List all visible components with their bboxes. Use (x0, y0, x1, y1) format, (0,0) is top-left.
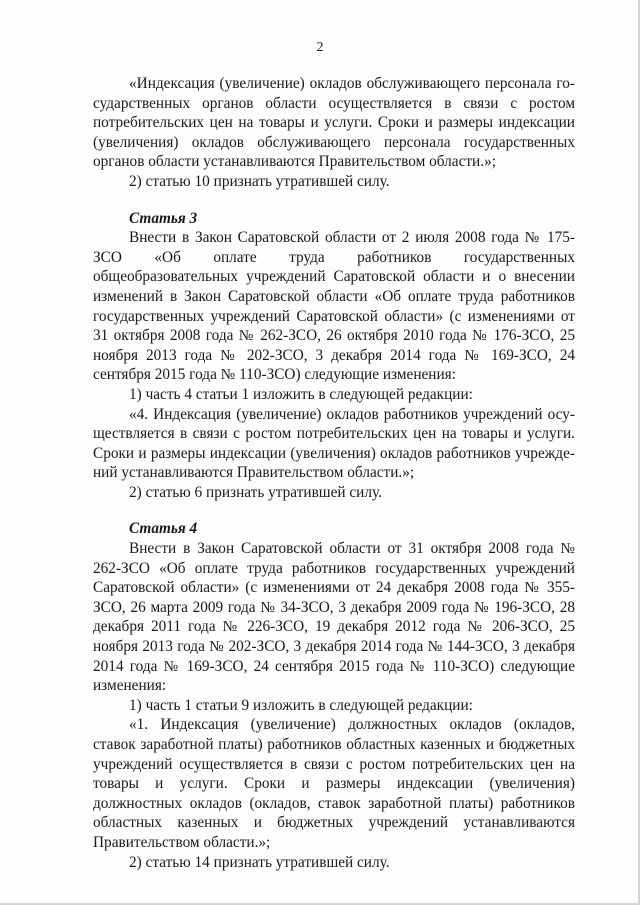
paragraph-gap (93, 192, 575, 209)
article-title: Статья 3 (129, 209, 198, 227)
paragraph: 1) часть 1 статьи 9 изложить в следующей редакции: (129, 696, 473, 714)
paragraph-gap (93, 502, 575, 519)
paragraph: 2) статью 6 признать утратившей силу. (129, 483, 382, 501)
article-title: Статья 4 (129, 520, 198, 538)
page-number: 2 (316, 40, 324, 55)
paragraph: 1) часть 4 статьи 1 изложить в следующей редакции: (129, 385, 473, 403)
paragraph: Внести в Закон Саратовской области от 31 октября 2008 года № 262-ЗСО «Об оплате труда работников государственных учреждений Саратовской области» (с изменениями от 24 декабря 2008 года № 355-ЗСО, 26 марта 2009 года № 34-ЗСО, 3 декабря 2009 года № 196-ЗСО, 28 декабря 2011 года № 226-ЗСО, 19 декабря 2012 года № 206-ЗСО, 25 ноября 2013 года № 202-ЗСО, 3 декабря 2014 года № 144-ЗСО, 3 декабря 2014 года № 169-ЗСО, 24 сентября 2015 года № 110-ЗСО) следующие изменения: (93, 540, 575, 695)
paragraph: «1. Индексация (увеличение) должностных окладов (окладов, ставок заработной платы) работников областных казенных и бюджетных учреждений осуществляется в связи с ростом потребительских цен на товары и услуги. Сроки и размеры индексации (увеличения) должностных окладов (окладов, ставок заработной платы) работников областных казенных и бюджетных учреждений устанавливаются Правительством области.»; (93, 716, 575, 851)
document-body (93, 74, 575, 872)
paragraph: Внести в Закон Саратовской области от 2 июля 2008 года № 175-ЗСО «Об оплате труда работников государственных общеобразовательных учреждений Саратовской области и о внесении изменений в Закон Саратовской области «Об оплате труда работников государственных учреждений Саратовской области» (с изменениями от 31 октября 2008 года № 262-ЗСО, 26 октября 2010 года № 176-ЗСО, 25 ноября 2013 года № 202-ЗСО, 3 декабря 2014 года № 169-ЗСО, 24 сентября 2015 года № 110-ЗСО) следующие изменения: (93, 229, 575, 384)
paragraph: «4. Индексация (увеличение) окладов работников учреждений осуществляется в связи с ростом потребительских цен на товары и услуги. Сроки и размеры индексации (увеличения) окладов работников учреждений устанавливаются Правительством области.»; (93, 405, 575, 482)
paragraph: 2) статью 10 признать утратившей силу. (129, 172, 390, 190)
paragraph: «Индексация (увеличение) окладов обслуживающего персонала государственных органов области осуществляется в связи с ростом потребительских цен на товары и услуги. Сроки и размеры индексации (увеличения) окладов обслуживающего персонала государственных органов области устанавливаются Правительством области.»; (93, 75, 575, 171)
paragraph: 2) статью 14 признать утратившей силу. (129, 853, 390, 871)
